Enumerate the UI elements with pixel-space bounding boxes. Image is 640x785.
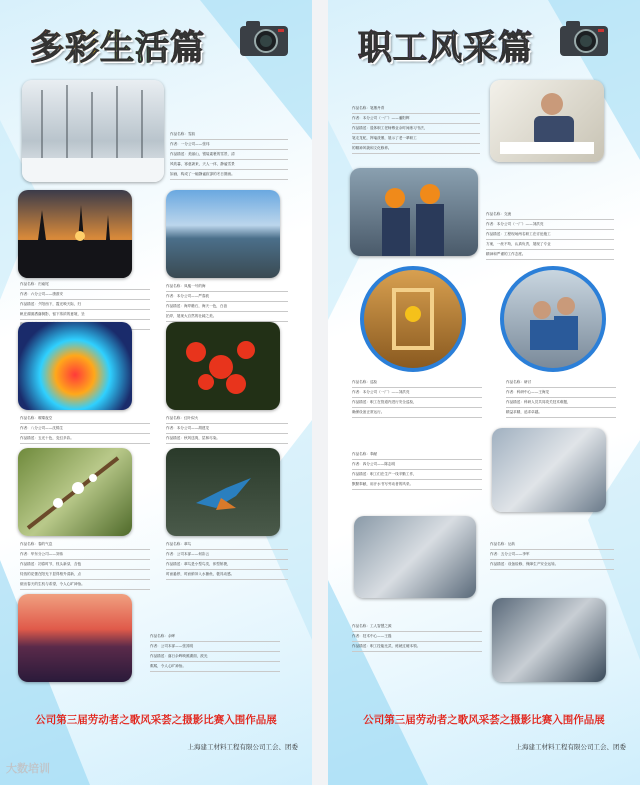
footer-title: 公司第三届劳动者之歌风采荟之摄影比赛入围作品展: [35, 714, 277, 726]
footer-title: 公司第三届劳动者之歌风采荟之摄影比赛入围作品展: [363, 714, 605, 726]
caption-collage-2: 作品名称：运转 作者：五分公司——李军 作品描述：设备检修，保障生产安全运转。: [490, 540, 614, 570]
photo-collage-workers-2: [354, 516, 476, 598]
section-title: 多彩生活篇: [30, 20, 205, 69]
organizer: 上海建工材料工程有限公司工会、团委: [187, 743, 298, 751]
photo-white-blossoms: [18, 448, 132, 536]
photo-tunnel-inspection: [360, 266, 466, 372]
photo-rocky-coast: [166, 190, 280, 278]
caption-flowers: 作品名称：春的气息 作者：华东分公司——刘伟 作品描述：初春时节，枝头新芽，含苞 待放的花蕾在阳光下显得格外清新，点 缀出春天的生机与希望，令人心旷神怡。: [20, 540, 150, 590]
photo-snow-forest: [22, 80, 164, 182]
poster-left: [0, 0, 312, 785]
caption-sunset: 作品名称：归南尾 作者：六分公司——康淮安 作品描述：夕阳西下，霞光映天际，归 帆在湖面洒落倒影，留下浓浓的意境，呈: [20, 280, 150, 330]
caption-coast: 作品名称：凤凰一号的海 作者：本分公司——严春波 作品描述：海岸礁石，海天一色，白浪 拍岸，展现大自然的壮阔之美。: [166, 282, 288, 322]
photo-calligraphy: [490, 80, 604, 162]
caption-lab: 作品名称：研讨 作者：科研中心——王海龙 作品描述：科研人员共同攻关技术难题， 精益求精，追求卓越。: [506, 378, 616, 418]
caption-snow: 作品名称：雪韵 作者：一分公司——张玮 作品描述：美丽山，银装素裹的雪景，清 风吹暮，寒意袭来，天人一体，静谧雪景 如画，构成了一幅静谧寂寥的冬日图画。: [170, 130, 288, 180]
caption-maple: 作品名称：红叶似火 作者：本分公司——胡建龙 作品描述：秋风送爽，层林尽染。: [166, 414, 288, 444]
photo-collage-workers-1: [492, 428, 606, 512]
caption-collage-3: 作品名称：工人智慧之源 作者：技术中心——王磊 作品描述：职工技能比武，练就过硬本领。: [352, 622, 482, 652]
photo-lake-sunset: [18, 594, 132, 682]
photo-kingfisher: [166, 448, 280, 536]
watermark: 大数培训: [6, 762, 50, 775]
caption-helmets: 作品名称：交流 作者：本分公司（一厂）——刘洪亮 作品描述：工程现场两名职工在讨论施工 方案，一丝不苟，认真负责，展现了专业 精神和严谨的工作态度。: [486, 210, 614, 260]
photo-red-maple: [166, 322, 280, 410]
caption-tunnel: 作品名称：巡检 作者：本分公司（一厂）——刘洪亮 作品描述：职工在管道内进行安全巡检， 确保设备正常运行。: [352, 378, 482, 418]
caption-bird: 作品名称：翠鸟 作者：公司本部——何彩云 作品描述：翠鸟是小型鸟类，体型矫捷， 时而悬停，时而俯冲入水捕鱼，极具动感。: [166, 540, 288, 580]
caption-collage-1: 作品名称：奉献 作者：四分公司——陈志明 作品描述：职工们在生产一线辛勤工作， 默默奉献，用汗水书写劳动者的风采。: [352, 450, 482, 490]
camera-icon: [558, 18, 610, 58]
caption-lights: 作品名称：璀璨夜空 作者：八分公司——沈锦生 作品描述：五光十色，变幻多彩。: [20, 414, 150, 444]
photo-lab-discussion: [500, 266, 606, 372]
poster-right: [328, 0, 640, 785]
photo-sunset-palms: [18, 190, 132, 278]
camera-icon: [238, 18, 290, 58]
photo-hardhat-workers: [350, 168, 478, 256]
caption-lake: 作品名称：余晖 作者：公司本部——张其明 作品描述：落日余晖映照湖面，波光 粼粼，令人心旷神怡。: [150, 632, 280, 672]
organizer: 上海建工材料工程有限公司工会、团委: [515, 743, 626, 751]
photo-colorful-lights: [18, 322, 132, 410]
caption-calligraphy: 作品名称：笔墨丹青 作者：本分公司（一厂）——潘阳辉 作品描述：退休职工老师傅业余时间练习书法， 笔走龙蛇，挥毫泼墨，展示了老一辈职工 的精神风貌和文化修养。: [352, 104, 480, 154]
photo-collage-workers-3: [492, 598, 606, 682]
section-title: 职工风采篇: [358, 20, 533, 69]
